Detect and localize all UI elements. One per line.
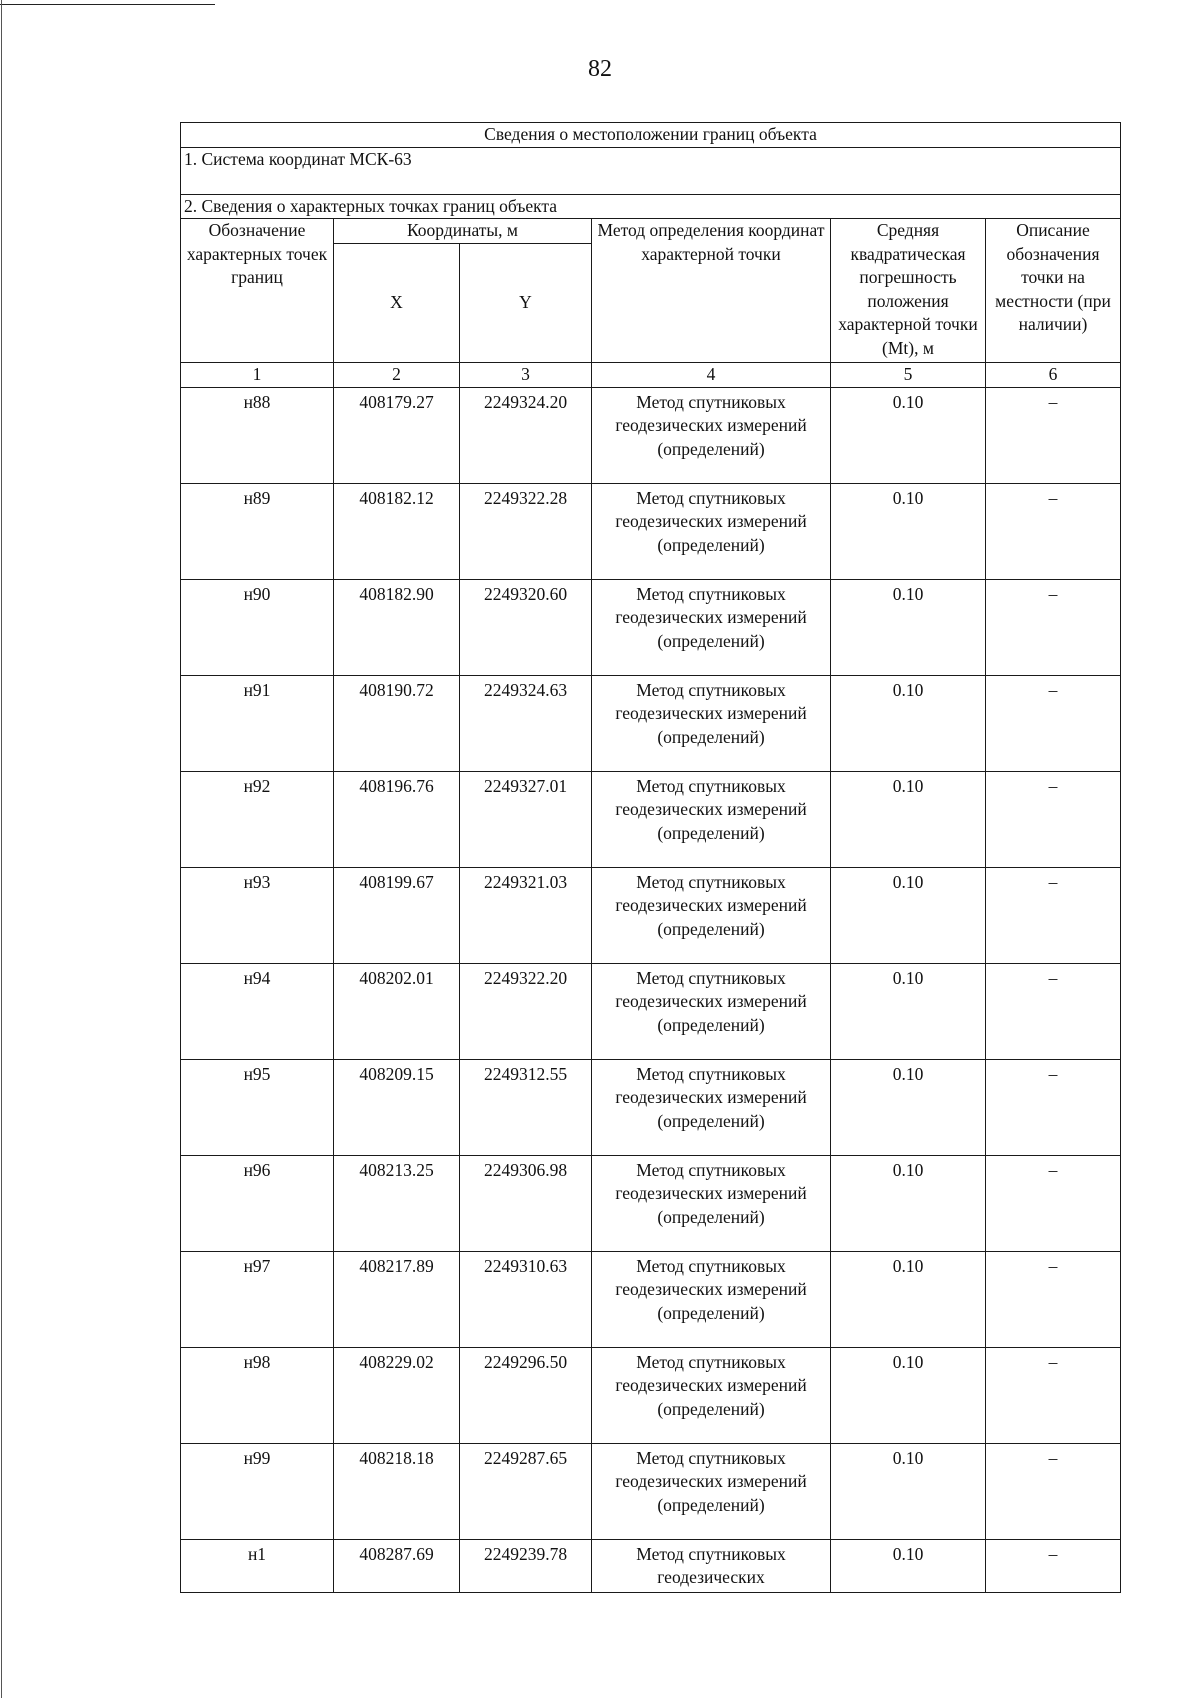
description-cell: – <box>986 675 1121 771</box>
coord-y: 2249322.20 <box>460 963 592 1059</box>
column-number: 5 <box>831 362 986 387</box>
method-cell: Метод спутниковых геодезических измерений (определений) <box>592 1155 831 1251</box>
header-designation: Обозначение характерных точек границ <box>181 219 334 363</box>
table-row <box>181 1347 1121 1443</box>
description-cell: – <box>986 387 1121 483</box>
description-cell: – <box>986 579 1121 675</box>
scan-edge-left <box>1 0 2 1698</box>
method-cell: Метод спутниковых геодезических измерений (определений) <box>592 483 831 579</box>
column-number: 1 <box>181 362 334 387</box>
boundary-table <box>180 122 1121 1593</box>
coord-x: 408182.12 <box>334 483 460 579</box>
coord-x: 408202.01 <box>334 963 460 1059</box>
coord-y: 2249312.55 <box>460 1059 592 1155</box>
coord-x: 408217.89 <box>334 1251 460 1347</box>
coord-y: 2249239.78 <box>460 1539 592 1592</box>
coord-x: 408229.02 <box>334 1347 460 1443</box>
mt-error: 0.10 <box>831 483 986 579</box>
column-number: 6 <box>986 362 1121 387</box>
mt-error: 0.10 <box>831 867 986 963</box>
method-cell: Метод спутниковых геодезических измерений (определений) <box>592 1443 831 1539</box>
coord-y: 2249321.03 <box>460 867 592 963</box>
point-designation: н98 <box>181 1347 334 1443</box>
description-cell: – <box>986 867 1121 963</box>
mt-error: 0.10 <box>831 675 986 771</box>
coord-y: 2249324.63 <box>460 675 592 771</box>
description-cell: – <box>986 483 1121 579</box>
mt-error: 0.10 <box>831 1443 986 1539</box>
method-cell: Метод спутниковых геодезических измерений (определений) <box>592 963 831 1059</box>
mt-error: 0.10 <box>831 771 986 867</box>
method-cell: Метод спутниковых геодезических измерений (определений) <box>592 867 831 963</box>
column-number: 4 <box>592 362 831 387</box>
method-cell: Метод спутниковых геодезических измерений (определений) <box>592 771 831 867</box>
coord-x: 408182.90 <box>334 579 460 675</box>
header-coordinates: Координаты, м <box>334 219 592 244</box>
point-designation: н97 <box>181 1251 334 1347</box>
table-row <box>181 675 1121 771</box>
table-row <box>181 483 1121 579</box>
description-cell: – <box>986 771 1121 867</box>
method-cell: Метод спутниковых геодезических измерений (определений) <box>592 1059 831 1155</box>
coord-x: 408179.27 <box>334 387 460 483</box>
header-description: Описание обозначения точки на местности (при наличии) <box>986 219 1121 363</box>
coord-y: 2249327.01 <box>460 771 592 867</box>
method-cell: Метод спутниковых геодезических измерений (определений) <box>592 579 831 675</box>
table-row <box>181 1155 1121 1251</box>
point-designation: н99 <box>181 1443 334 1539</box>
column-number: 2 <box>334 362 460 387</box>
coord-x: 408213.25 <box>334 1155 460 1251</box>
coord-x: 408190.72 <box>334 675 460 771</box>
description-cell: – <box>986 963 1121 1059</box>
coord-x: 408209.15 <box>334 1059 460 1155</box>
table-row <box>181 1443 1121 1539</box>
coord-y: 2249296.50 <box>460 1347 592 1443</box>
method-cell: Метод спутниковых геодезических измерений (определений) <box>592 1251 831 1347</box>
point-designation: н95 <box>181 1059 334 1155</box>
method-cell: Метод спутниковых геодезических измерений (определений) <box>592 675 831 771</box>
method-cell: Метод спутниковых геодезических измерений (определений) <box>592 387 831 483</box>
column-number: 3 <box>460 362 592 387</box>
coord-y: 2249306.98 <box>460 1155 592 1251</box>
table-row <box>181 387 1121 483</box>
table-title: Сведения о местоположении границ объекта <box>181 123 1121 148</box>
description-cell: – <box>986 1251 1121 1347</box>
point-designation: н88 <box>181 387 334 483</box>
table-row <box>181 1539 1121 1592</box>
mt-error: 0.10 <box>831 387 986 483</box>
table-row <box>181 1251 1121 1347</box>
page-number: 82 <box>588 56 612 82</box>
mt-error: 0.10 <box>831 963 986 1059</box>
description-cell: – <box>986 1443 1121 1539</box>
coord-y: 2249320.60 <box>460 579 592 675</box>
method-cell: Метод спутниковых геодезических измерений (определений) <box>592 1347 831 1443</box>
description-cell: – <box>986 1347 1121 1443</box>
coord-y: 2249310.63 <box>460 1251 592 1347</box>
coord-x: 408287.69 <box>334 1539 460 1592</box>
coord-y: 2249322.28 <box>460 483 592 579</box>
mt-error: 0.10 <box>831 1251 986 1347</box>
mt-error: 0.10 <box>831 579 986 675</box>
point-designation: н1 <box>181 1539 334 1592</box>
table-row <box>181 579 1121 675</box>
column-number-row <box>181 362 1121 387</box>
header-error: Средняя квадратическая погрешность положения характерной точки (Mt), м <box>831 219 986 363</box>
coord-y: 2249324.20 <box>460 387 592 483</box>
description-cell: – <box>986 1059 1121 1155</box>
point-designation: н89 <box>181 483 334 579</box>
point-designation: н96 <box>181 1155 334 1251</box>
coord-system-label: 1. Система координат МСК-63 <box>181 147 1121 194</box>
header-method: Метод определения координат характерной точки <box>592 219 831 363</box>
point-designation: н91 <box>181 675 334 771</box>
table-row <box>181 867 1121 963</box>
method-cell: Метод спутниковых геодезических <box>592 1539 831 1592</box>
coord-x: 408199.67 <box>334 867 460 963</box>
points-section-title: 2. Сведения о характерных точках границ объекта <box>181 194 1121 219</box>
point-designation: н90 <box>181 579 334 675</box>
table-row <box>181 963 1121 1059</box>
header-x: X <box>334 243 460 362</box>
point-designation: н94 <box>181 963 334 1059</box>
table-row <box>181 1059 1121 1155</box>
coord-x: 408218.18 <box>334 1443 460 1539</box>
mt-error: 0.10 <box>831 1347 986 1443</box>
mt-error: 0.10 <box>831 1059 986 1155</box>
coord-x: 408196.76 <box>334 771 460 867</box>
point-designation: н92 <box>181 771 334 867</box>
mt-error: 0.10 <box>831 1155 986 1251</box>
scan-edge-top <box>0 4 215 5</box>
coord-y: 2249287.65 <box>460 1443 592 1539</box>
point-designation: н93 <box>181 867 334 963</box>
description-cell: – <box>986 1155 1121 1251</box>
header-y: Y <box>460 243 592 362</box>
description-cell: – <box>986 1539 1121 1592</box>
mt-error: 0.10 <box>831 1539 986 1592</box>
table-row <box>181 771 1121 867</box>
